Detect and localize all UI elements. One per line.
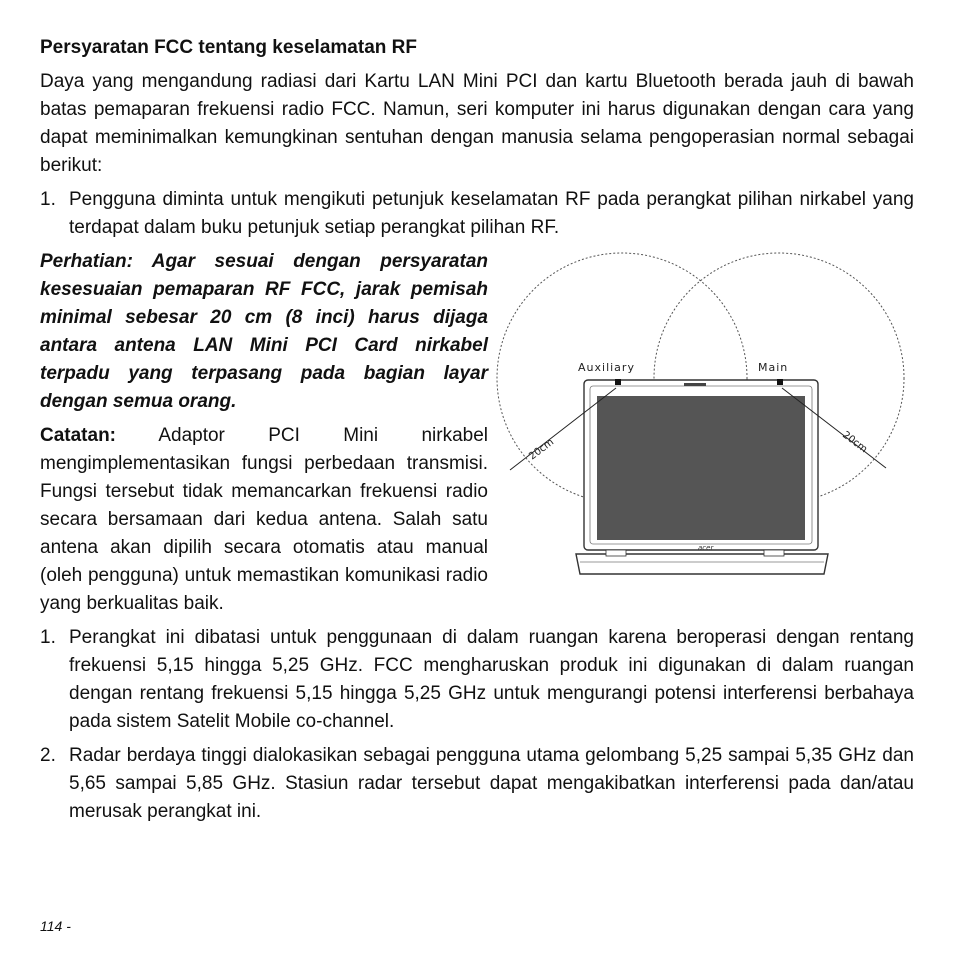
list-text: Radar berdaya tinggi dialokasikan sebagai pengguna utama gelombang 5,25 sampai 5,35 GHz dan 5,65 sampai 5,85 GHz. Stasiun radar tersebut dapat mengakibatkan interferensi pada dan/atau merusak perangkat ini.: [69, 745, 914, 822]
caution-paragraph: Perhatian: Agar sesuai dengan persyaratan kesesuaian pemaparan RF FCC, jarak pemisah minimal sebesar 20 cm (8 inci) harus dijaga antara antena LAN Mini PCI Card nirkabel terpadu yang terpasang pada bagian layar dengan semua orang.: [40, 251, 488, 412]
main-distance-label: 20cm: [840, 429, 870, 456]
main-antenna-icon: [777, 379, 783, 385]
laptop-base: [576, 554, 828, 574]
left-column: [40, 248, 488, 618]
aux-antenna-icon: [615, 379, 621, 385]
document-page: [40, 36, 914, 826]
antenna-diagram-svg: [494, 250, 914, 590]
note-paragraph: [40, 422, 488, 618]
acer-logo: acer: [698, 544, 714, 552]
list-item: [40, 624, 914, 736]
list-number: 2.: [40, 745, 56, 766]
list-item: [40, 742, 914, 826]
list-number: 1.: [40, 189, 56, 210]
section-heading: Persyaratan FCC tentang keselamatan RF: [40, 37, 417, 58]
laptop-screen: [597, 396, 805, 540]
list-item: [40, 186, 914, 242]
page-number: 114 -: [40, 918, 71, 934]
intro-paragraph: Daya yang mengandung radiasi dari Kartu LAN Mini PCI dan kartu Bluetooth berada jauh di bawah batas pemaparan frekuensi radio FCC. Namun, seri komputer ini harus digunakan dengan cara yang dapat meminimalkan kemungkinan sentuhan dengan manusia selama pengoperasian normal sebagai berikut:: [40, 71, 914, 176]
note-text: Adaptor PCI Mini nirkabel mengimplementasikan fungsi perbedaan transmisi. Fungsi tersebut tidak memancarkan frekuensi radio secara bersamaan dari kedua antena. Salah satu antena akan dipilih secara otomatis atau manual (oleh pengguna) untuk memastikan komunikasi radio yang berkualitas baik.: [40, 425, 488, 614]
hinge-left: [606, 550, 626, 556]
aux-distance-label: 20cm: [527, 436, 557, 463]
hinge-right: [764, 550, 784, 556]
main-label: Main: [758, 361, 789, 374]
note-label: Catatan:: [40, 425, 117, 446]
aux-label: Auxiliary: [578, 361, 635, 374]
list-text: Pengguna diminta untuk mengikuti petunjuk keselamatan RF pada perangkat pilihan nirkabel yang terdapat dalam buku petunjuk setiap perangkat pilihan RF.: [69, 189, 914, 238]
caution-and-figure: [40, 248, 914, 618]
antenna-diagram: [494, 250, 914, 590]
webcam: [684, 383, 706, 386]
list-text: Perangkat ini dibatasi untuk penggunaan di dalam ruangan karena beroperasi dengan rentang frekuensi 5,15 hingga 5,25 GHz. FCC mengharuskan produk ini digunakan di dalam ruangan dengan rentang frekuensi 5,15 hingga 5,25 GHz untuk mengurangi potensi interferensi berbahaya pada sistem Satelit Mobile co-channel.: [69, 627, 914, 732]
list-number: 1.: [40, 627, 56, 648]
